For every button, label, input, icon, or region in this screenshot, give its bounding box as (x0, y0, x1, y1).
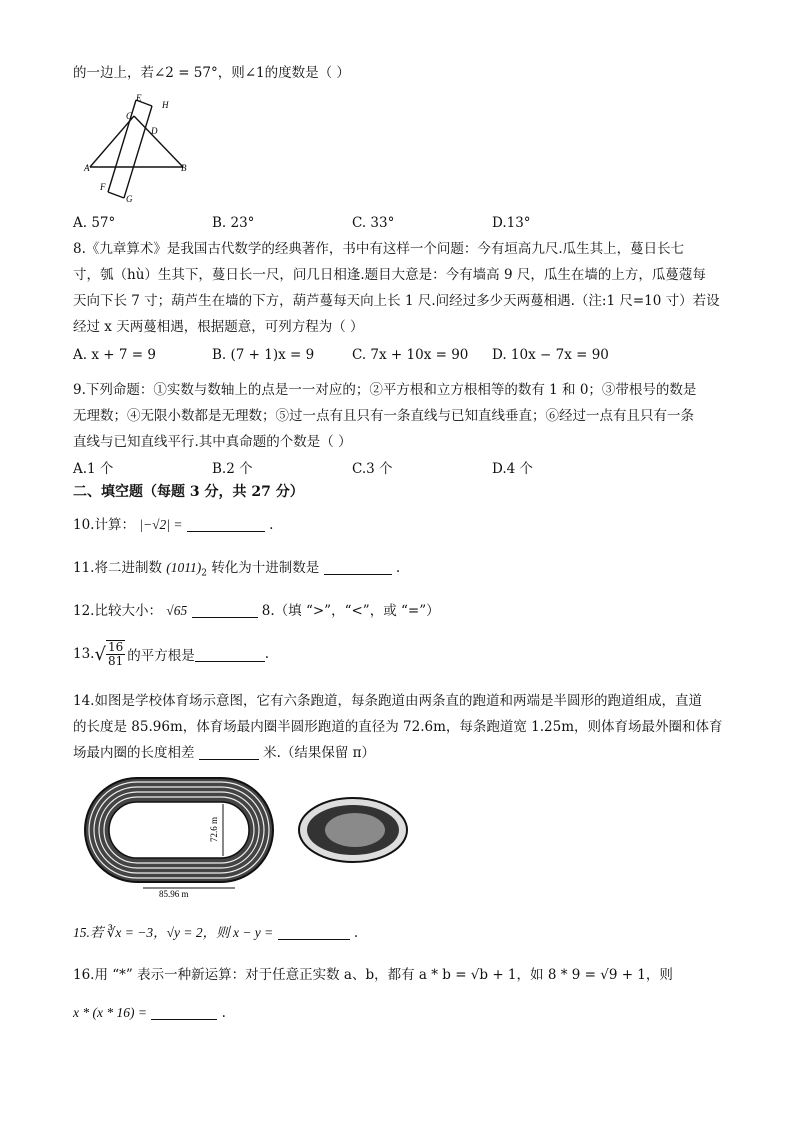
track-figure (83, 770, 413, 900)
q13-suffix: 的平方根是 (127, 648, 195, 664)
q12-answer-blank[interactable] (192, 602, 258, 618)
q10-answer-blank[interactable] (187, 516, 265, 532)
q9-line-3: 直线与已知直线平行.其中真命题的个数是（ ） (73, 434, 352, 450)
length-label: 85.96 m (159, 889, 189, 899)
q8-line-2: 寸，瓠（hù）生其下，蔓日长一尺，问几日相逢.题目大意是：今有墙高 9 尺，瓜生在墙的上方，瓜蔓蔻每 (73, 267, 706, 283)
q14-line-1: 14.如图是学校体育场示意图，它有六条跑道，每条跑道由两条直的跑道和两端是半圆形的跑道组成，直道 (73, 693, 702, 709)
q15-answer-blank[interactable] (278, 924, 350, 940)
q8-option-b: B. (7 + 1)x = 9 (212, 347, 315, 363)
q16-answer-blank[interactable] (151, 1004, 217, 1020)
q9-option-d: D.4 个 (492, 461, 534, 477)
label-g: G (126, 194, 133, 204)
label-e: E (136, 93, 142, 103)
q14-line-3-start: 场最内圈的长度相差 (73, 745, 195, 761)
label-b: B (181, 163, 187, 173)
q11-prefix: 11.将二进制数 (73, 560, 162, 576)
q16-end: . (221, 1005, 226, 1021)
q8-option-c: C. 7x + 10x = 90 (352, 347, 469, 363)
diameter-label: 72.6 m (209, 816, 219, 842)
track-inner-field (109, 802, 249, 858)
q16-expression: x * (x * 16) = (73, 1005, 147, 1020)
q7-option-a: A. 57° (73, 215, 116, 231)
rect-bottom-edge (108, 192, 124, 198)
sqrt-sign-icon: √ (94, 643, 106, 665)
q7-option-c: C. 33° (352, 215, 395, 231)
q11-answer-blank[interactable] (324, 559, 392, 575)
q16-line-2 (73, 1004, 226, 1021)
q9-option-b: B.2 个 (212, 461, 253, 477)
q8-line-1: 8.《九章算术》是我国古代数学的经典著作，书中有这样一个问题：今有垣高九尺.瓜生其上，蔓日长七 (73, 241, 685, 257)
q14-answer-blank[interactable] (199, 744, 259, 760)
q13-denominator: 81 (107, 654, 124, 668)
q10 (73, 513, 273, 533)
q9-line-2: 无理数；④无限小数都是无理数；⑤过一点有且只有一条直线与已知直线垂直；⑥经过一点有且只有一条 (73, 408, 694, 424)
q13-end: . (264, 646, 270, 662)
q12-prefix: 12.比较大小： (73, 603, 162, 619)
q10-prefix: 10.计算： (73, 517, 135, 533)
q11-base: 2 (201, 568, 208, 579)
q9-line-1: 9.下列命题：①实数与数轴上的点是一一对应的；②平方根和立方根相等的数有 1 和 0；③带根号的数是 (73, 382, 697, 398)
q14-line-3-end: 米.（结果保留 π） (263, 745, 376, 761)
label-c: C (126, 111, 133, 121)
q9-option-a: A.1 个 (73, 461, 114, 477)
q13-prefix: 13. (73, 646, 95, 662)
segment-ac (90, 116, 134, 167)
q12-after: 8.（填 “>”，“<”，或 “=”） (261, 603, 440, 619)
q11-suffix: 转化为十进制数是 (211, 560, 320, 576)
q14-line-3 (73, 740, 375, 766)
q13 (73, 640, 269, 668)
q8-option-a: A. x + 7 = 9 (73, 347, 156, 363)
q8-line-3: 天向下长 7 寸；葫芦生在墙的下方，葫芦蔓每天向上长 1 尺.问经过多少天两蔓相遇.（注:1 尺=10 寸）若设 (73, 293, 720, 309)
q10-expression: |−√2| = (139, 517, 183, 532)
q7-option-d: D.13° (492, 215, 531, 231)
q7-option-b: B. 23° (212, 215, 255, 231)
q15-text: 15.若 ∛x = −3，√y = 2，则 x − y = (73, 925, 274, 940)
stadium-field (325, 813, 385, 847)
q14-line-2: 的长度是 85.96m，体育场最内圈半圆形跑道的直径为 72.6m，每条跑道宽 1.25m，则体育场最外圈和体育 (73, 719, 723, 735)
label-h: H (162, 100, 169, 110)
q11-number: (1011) (166, 560, 202, 575)
q10-end: . (269, 517, 274, 533)
q15-end: . (353, 925, 359, 941)
q7-stem: 的一边上，若∠2 = 57°，则∠1的度数是（ ） (73, 65, 350, 81)
label-d: D (151, 126, 158, 136)
section-heading: 二、填空题（每题 3 分，共 27 分） (73, 484, 304, 500)
label-f: F (100, 182, 106, 192)
q12-expression: √65 (166, 603, 188, 618)
q7-figure (80, 92, 200, 204)
q8-option-d: D. 10x − 7x = 90 (492, 347, 609, 363)
q8-line-4: 经过 x 天两蔓相遇，根据题意，可列方程为（ ） (73, 319, 364, 335)
q15 (73, 921, 358, 941)
q12 (73, 599, 440, 619)
label-a: A (84, 163, 90, 173)
q13-fraction (106, 640, 125, 668)
q13-numerator: 16 (107, 640, 124, 654)
q9-option-c: C.3 个 (352, 461, 393, 477)
q16-line-1: 16.用 “*” 表示一种新运算：对于任意正实数 a、b，都有 a * b = √b + 1，如 8 * 9 = √9 + 1，则 (73, 967, 673, 983)
q13-answer-blank[interactable] (195, 646, 265, 662)
q11 (73, 556, 400, 579)
q11-end: . (395, 560, 401, 576)
